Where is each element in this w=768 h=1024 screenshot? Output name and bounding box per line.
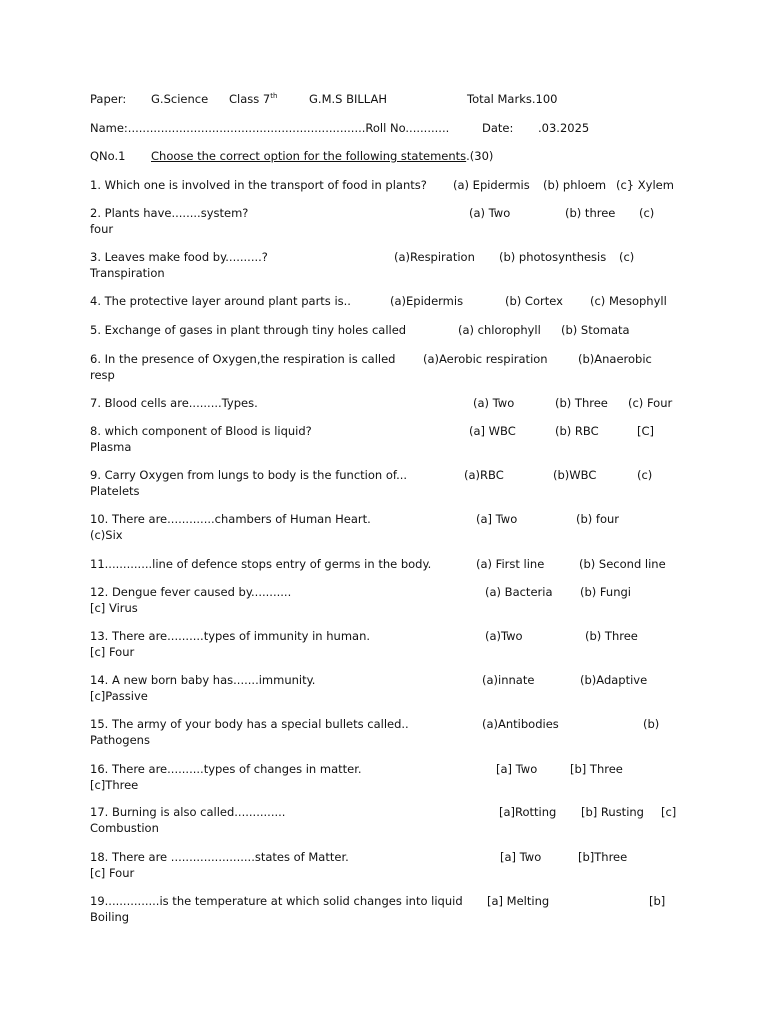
option-c: (c) (637, 468, 653, 482)
option-a: (a)Two (485, 629, 523, 643)
question-text: 16. There are..........types of changes in matter. (90, 762, 362, 776)
option-a: (a) chlorophyll (458, 323, 541, 337)
question-text: 12. Dengue fever caused by........... (90, 585, 292, 599)
question-text: 3. Leaves make food by..........? (90, 250, 268, 264)
option-a: (a)Antibodies (482, 717, 559, 731)
class-superscript: th (270, 92, 278, 101)
option-c: [c] (661, 805, 677, 819)
question-text: 9. Carry Oxygen from lungs to body is the function of... (90, 468, 408, 482)
option-a: (a) Two (469, 206, 511, 220)
question-continuation: [c]Three (90, 778, 139, 792)
question-continuation: Combustion (90, 821, 159, 835)
question-continuation: Boiling (90, 910, 130, 924)
option-b: (b)Anaerobic (578, 352, 652, 366)
total-marks: Total Marks.100 (467, 92, 558, 106)
question-text: 5. Exchange of gases in plant through tiny holes called (90, 323, 407, 337)
question-continuation: resp (90, 368, 115, 382)
option-a: (a)Respiration (394, 250, 475, 264)
option-c: (c) (619, 250, 635, 264)
section-marks: .(30) (466, 149, 494, 163)
option-b: (b) RBC (555, 424, 599, 438)
option-a: (a) Bacteria (485, 585, 553, 599)
question-continuation: Platelets (90, 484, 140, 498)
option-b: (b)Adaptive (580, 673, 648, 687)
option-b: [b] Three (570, 762, 623, 776)
question-text: 14. A new born baby has.......immunity. (90, 673, 316, 687)
option-a: (a] WBC (469, 424, 516, 438)
option-c: (c) (639, 206, 655, 220)
option-c: (c} Xylem (616, 178, 674, 192)
option-b: [b] (649, 894, 666, 908)
option-a: [a]Rotting (499, 805, 557, 819)
option-b: [b]Three (578, 850, 628, 864)
question-continuation: [c] Four (90, 645, 135, 659)
name-roll-field: Name:.................................................................Roll No............ (90, 121, 450, 135)
option-b: (b) Fungi (580, 585, 631, 599)
question-text: 2. Plants have........system? (90, 206, 249, 220)
option-b: (b)WBC (553, 468, 597, 482)
question-text: 17. Burning is also called.............. (90, 805, 286, 819)
question-text: 15. The army of your body has a special bullets called.. (90, 717, 409, 731)
option-a: (a)Epidermis (390, 294, 464, 308)
question-continuation: [c]Passive (90, 689, 148, 703)
question-continuation: (c)Six (90, 528, 123, 542)
question-continuation: Plasma (90, 440, 132, 454)
option-a: [a] Melting (487, 894, 550, 908)
option-c: [C] (637, 424, 655, 438)
question-text: 11.............line of defence stops entry of germs in the body. (90, 557, 432, 571)
option-b: [b] Rusting (581, 805, 644, 819)
question-text: 7. Blood cells are.........Types. (90, 396, 258, 410)
option-c: (c) Mesophyll (590, 294, 667, 308)
question-text: 8. which component of Blood is liquid? (90, 424, 312, 438)
class-text: Class 7 (229, 92, 271, 106)
option-a: (a) First line (476, 557, 545, 571)
option-a: (a) Epidermis (453, 178, 530, 192)
option-b: (b) Three (555, 396, 608, 410)
question-continuation: [c] Virus (90, 601, 138, 615)
option-b: (b) phloem (543, 178, 607, 192)
section-instruction (151, 149, 493, 165)
option-a: (a) Two (473, 396, 515, 410)
question-continuation: four (90, 222, 114, 236)
date-label: Date: (482, 121, 514, 135)
instruction-text: Choose the correct option for the following statements (151, 149, 467, 163)
option-b: (b) (643, 717, 660, 731)
question-text: 19...............is the temperature at which solid changes into liquid (90, 894, 463, 908)
question-text: 13. There are..........types of immunity in human. (90, 629, 371, 643)
question-number: QNo.1 (90, 149, 126, 163)
option-b: (b) Three (585, 629, 638, 643)
option-b: (b) Second line (579, 557, 666, 571)
option-a: (a)Aerobic respiration (423, 352, 548, 366)
option-a: [a] Two (496, 762, 538, 776)
option-a: (a)RBC (464, 468, 504, 482)
question-text: 10. There are.............chambers of Human Heart. (90, 512, 371, 526)
option-b: (b) four (576, 512, 620, 526)
subject: G.Science (151, 92, 209, 106)
question-text: 1. Which one is involved in the transport of food in plants? (90, 178, 427, 192)
question-text: 4. The protective layer around plant parts is.. (90, 294, 351, 308)
option-a: [a] Two (500, 850, 542, 864)
question-continuation: Transpiration (90, 266, 165, 280)
paper-label: Paper: (90, 92, 127, 106)
date-value: .03.2025 (538, 121, 590, 135)
option-c: (c) Four (628, 396, 673, 410)
question-continuation: Pathogens (90, 733, 150, 747)
question-text: 18. There are .......................states of Matter. (90, 850, 349, 864)
option-b: (b) Cortex (505, 294, 563, 308)
option-b: (b) Stomata (561, 323, 630, 337)
question-continuation: [c] Four (90, 866, 135, 880)
option-a: (a)innate (482, 673, 535, 687)
class-label (229, 92, 277, 108)
question-text: 6. In the presence of Oxygen,the respiration is called (90, 352, 396, 366)
option-a: (a] Two (476, 512, 518, 526)
option-b: (b) three (565, 206, 616, 220)
option-b: (b) photosynthesis (499, 250, 607, 264)
school-name: G.M.S BILLAH (309, 92, 387, 106)
